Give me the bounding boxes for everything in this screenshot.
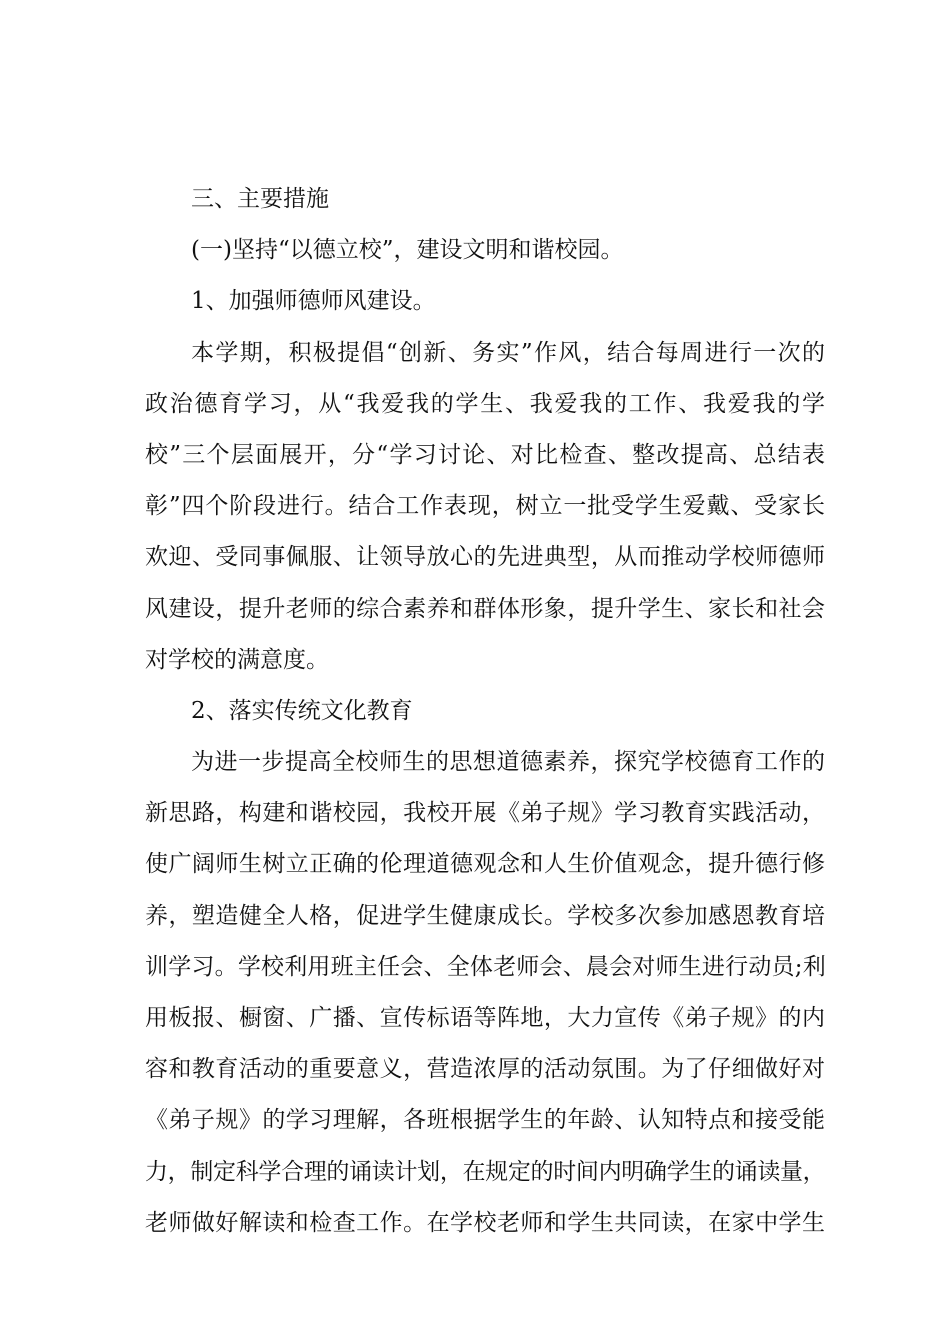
paragraph-2-line: 为进一步提高全校师生的思想道德素养，探究学校德育工作的 xyxy=(191,749,825,776)
paragraph-2-line: 训学习。学校利用班主任会、全体老师会、晨会对师生进行动员;利 xyxy=(145,953,825,980)
paragraph-2-line: 老师做好解读和检查工作。在学校老师和学生共同读，在家中学生 xyxy=(145,1209,825,1236)
paragraph-1-line: 风建设，提升老师的综合素养和群体形象，提升学生、家长和社会 xyxy=(145,595,825,622)
section-heading: 三、主要措施 xyxy=(191,186,329,212)
paragraph-1-line: 本学期，积极提倡“创新、务实”作风，结合每周进行一次的 xyxy=(191,339,825,366)
paragraph-1-line: 彰”四个阶段进行。结合工作表现，树立一批受学生爱戴、受家长 xyxy=(145,493,825,520)
item-heading-1: 1、加强师德师风建设。 xyxy=(191,288,436,315)
document-body xyxy=(145,178,825,1253)
paragraph-2-line: 《弟子规》的学习理解，各班根据学生的年龄、认知特点和接受能 xyxy=(145,1107,825,1134)
subsection-heading: (一)坚持“以德立校”，建设文明和谐校园。 xyxy=(191,237,624,264)
paragraph-2-line: 使广阔师生树立正确的伦理道德观念和人生价值观念，提升德行修 xyxy=(145,851,825,878)
paragraph-1-line: 欢迎、受同事佩服、让领导放心的先进典型，从而推动学校师德师 xyxy=(145,544,825,571)
paragraph-1-line: 对学校的满意度。 xyxy=(145,646,329,673)
paragraph-1-line: 校”三个层面展开，分“学习讨论、对比检查、整改提高、总结表 xyxy=(145,441,825,468)
paragraph-1-line: 政治德育学习，从“我爱我的学生、我爱我的工作、我爱我的学 xyxy=(145,390,825,417)
item-heading-2: 2、落实传统文化教育 xyxy=(191,697,413,724)
paragraph-2-line: 养，塑造健全人格，促进学生健康成长。学校多次参加感恩教育培 xyxy=(145,902,825,929)
paragraph-2-line: 力，制定科学合理的诵读计划，在规定的时间内明确学生的诵读量， xyxy=(145,1158,825,1185)
paragraph-2-line: 用板报、橱窗、广播、宣传标语等阵地，大力宣传《弟子规》的内 xyxy=(145,1005,825,1031)
paragraph-2-line: 容和教育活动的重要意义，营造浓厚的活动氛围。为了仔细做好对 xyxy=(145,1056,825,1083)
paragraph-2-line: 新思路，构建和谐校园，我校开展《弟子规》学习教育实践活动， xyxy=(145,800,825,827)
